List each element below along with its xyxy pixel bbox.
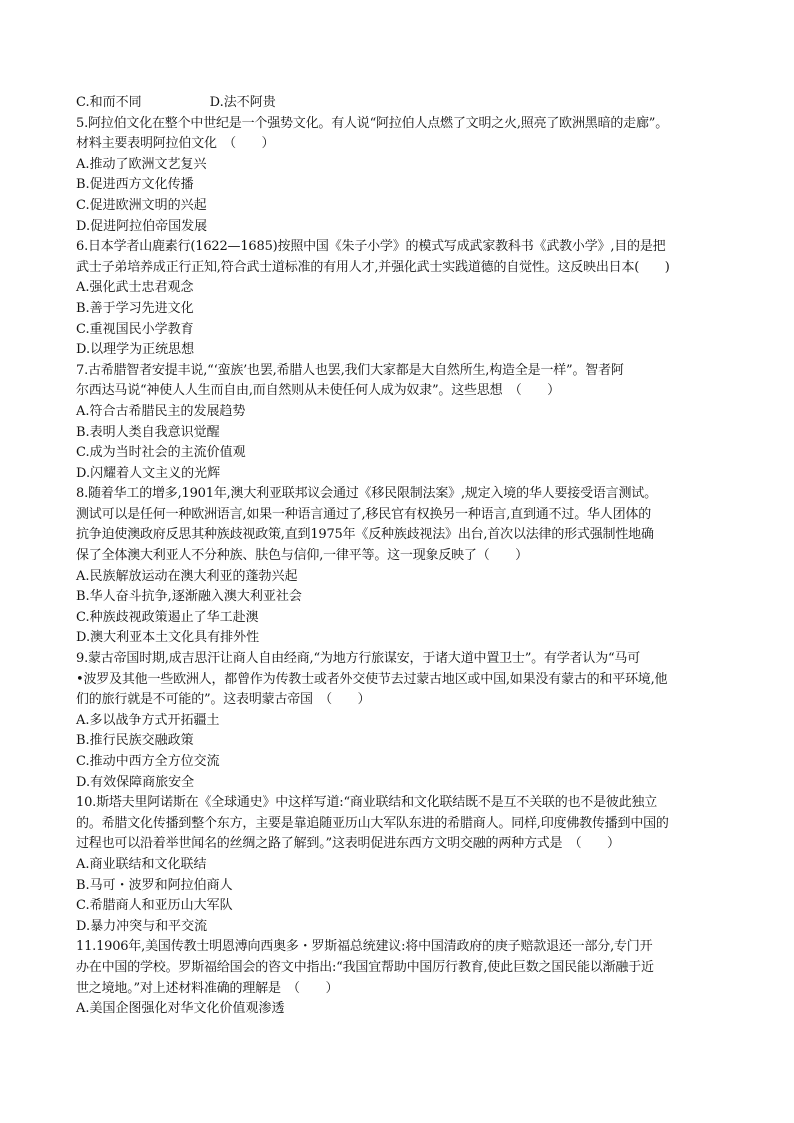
q8-option-d[interactable]: D.澳大利亚本土文化具有排外性 [76, 630, 260, 646]
q8-option-b[interactable]: B.华人奋斗抗争,逐渐融入澳大利亚社会 [76, 589, 302, 605]
question-9 [76, 649, 736, 793]
q11-stem-line: 11.1906年,美国传教士明恩溥向西奥多・罗斯福总统建议:将中国清政府的庚子赔款退还一部分,专门开 [76, 939, 653, 955]
q11-stem-line: 世之境地。”对上述材料准确的理解是 （ ） [76, 980, 339, 996]
q9-option-b[interactable]: B.推行民族交融政策 [76, 733, 194, 749]
q6-stem-line: 武士子弟培养成正行正知,符合武士道标准的有用人才,并强化武士实践道德的自觉性。这反映出日本( ) [76, 259, 670, 275]
q6-option-d[interactable]: D.以理学为正统思想 [76, 342, 195, 358]
q8-stem-line: 抗争迫使澳政府反思其种族歧视政策,直到1975年《反种族歧视法》出台,首次以法律的形式强制性地确 [76, 527, 654, 543]
q8-stem-line: 8.随着华工的增多,1901年,澳大利亚联邦议会通过《移民限制法案》,规定入境的华人要接受语言测试。 [76, 486, 657, 502]
question-11 [76, 937, 736, 1019]
q6-stem-line: 6.日本学者山鹿素行(1622—1685)按照中国《朱子小学》的模式写成武家教科书《武教小学》,目的是把 [76, 239, 666, 255]
question-10 [76, 793, 736, 937]
q4-option-c[interactable]: C.和而不同 [76, 95, 142, 110]
q9-option-c[interactable]: C.推动中西方全方位交流 [76, 754, 220, 769]
q10-stem-line: 10.斯塔夫里阿诺斯在《全球通史》中这样写道:“商业联结和文化联结既不是互不关联的也不是彼此独立 [76, 795, 658, 811]
q8-stem-line: 测试可以是任何一种欧洲语言,如果一种语言通过了,移民官有权换另一种语言,直到通不过。华人团体的 [76, 506, 651, 522]
q9-option-a[interactable]: A.多以战争方式开拓疆土 [76, 712, 220, 728]
q7-option-d[interactable]: D.闪耀着人文主义的光辉 [76, 465, 221, 481]
q10-stem-line: 过程也可以沿着举世闻名的丝绸之路了解到。”这表明促进东西方文明交融的两种方式是 （ ） [76, 836, 620, 852]
q7-option-b[interactable]: B.表明人类自我意识觉醒 [76, 424, 220, 440]
q6-option-c[interactable]: C.重视国民小学教育 [76, 321, 194, 337]
q10-option-b[interactable]: B.马可・波罗和阿拉伯商人 [76, 877, 233, 893]
question-8 [76, 484, 736, 649]
q4-option-d[interactable]: D.法不阿贵 [209, 95, 276, 110]
q5-option-c[interactable]: C.促进欧洲文明的兴起 [76, 197, 207, 213]
q10-option-c[interactable]: C.希腊商人和亚历山大军队 [76, 898, 233, 914]
q10-option-a[interactable]: A.商业联结和文化联结 [76, 856, 207, 872]
q9-stem-line: 9.蒙古帝国时期,成吉思汗让商人自由经商,“为地方行旅谋安，于诸大道中置卫士”。有学者认为“马可 [76, 651, 641, 667]
q7-stem-line: 尔西达马说“神使人人生而自由,而自然则从未使任何人成为奴隶”。这些思想 （ ） [76, 383, 560, 399]
q5-stem-line: 5.阿拉伯文化在整个中世纪是一个强势文化。有人说“阿拉伯人点燃了文明之火,照亮了欧洲黑暗的走廊”。 [76, 115, 669, 131]
q8-stem-line: 保了全体澳大利亚人不分种族、肤色与信仰,一律平等。这一现象反映了（ ） [76, 548, 528, 564]
question-5 [76, 114, 736, 238]
q7-stem-line: 7.古希腊智者安提丰说,“‘蛮族’也罢,希腊人也罢,我们大家都是大自然所生,构造全是一样”。智者阿 [76, 362, 624, 378]
q10-stem-line: 的。希腊文化传播到整个东方，主要是靠追随亚历山大军队东进的希腊商人。同样,印度佛教传播到中国的 [76, 815, 669, 831]
q9-stem-line: •波罗及其他一些欧洲人，都曾作为传教士或者外交使节去过蒙古地区或中国,如果没有蒙古的和平环境,他 [76, 671, 668, 687]
q6-option-a[interactable]: A.强化武士忠君观念 [76, 280, 194, 296]
q4-options-row [76, 93, 736, 114]
q9-stem-line: 们的旅行就是不可能的”。这表明蒙古帝国 （ ） [76, 692, 371, 708]
q6-option-b[interactable]: B.善于学习先进文化 [76, 300, 194, 316]
q5-option-d[interactable]: D.促进阿拉伯帝国发展 [76, 218, 208, 234]
q5-option-b[interactable]: B.促进西方文化传播 [76, 177, 194, 193]
q5-stem-line: 材料主要表明阿拉伯文化 （ ） [76, 136, 275, 152]
q7-option-c[interactable]: C.成为当时社会的主流价值观 [76, 445, 246, 461]
q9-option-d[interactable]: D.有效保障商旅安全 [76, 774, 195, 790]
exam-page [76, 93, 736, 1020]
q8-option-a[interactable]: A.民族解放运动在澳大利亚的蓬勃兴起 [76, 568, 298, 584]
question-6 [76, 237, 736, 361]
q10-option-d[interactable]: D.暴力冲突与和平交流 [76, 918, 208, 934]
q7-option-a[interactable]: A.符合古希腊民主的发展趋势 [76, 403, 246, 419]
q11-stem-line: 办在中国的学校。罗斯福给国会的咨文中指出:“我国宜帮助中国厉行教育,使此巨数之国民能以渐融于近 [76, 959, 654, 975]
q11-option-a[interactable]: A.美国企图强化对华文化价值观渗透 [76, 1001, 285, 1017]
q5-option-a[interactable]: A.推动了欧洲文艺复兴 [76, 156, 207, 172]
question-7 [76, 361, 736, 485]
q8-option-c[interactable]: C.种族歧视政策遏止了华工赴澳 [76, 609, 259, 625]
